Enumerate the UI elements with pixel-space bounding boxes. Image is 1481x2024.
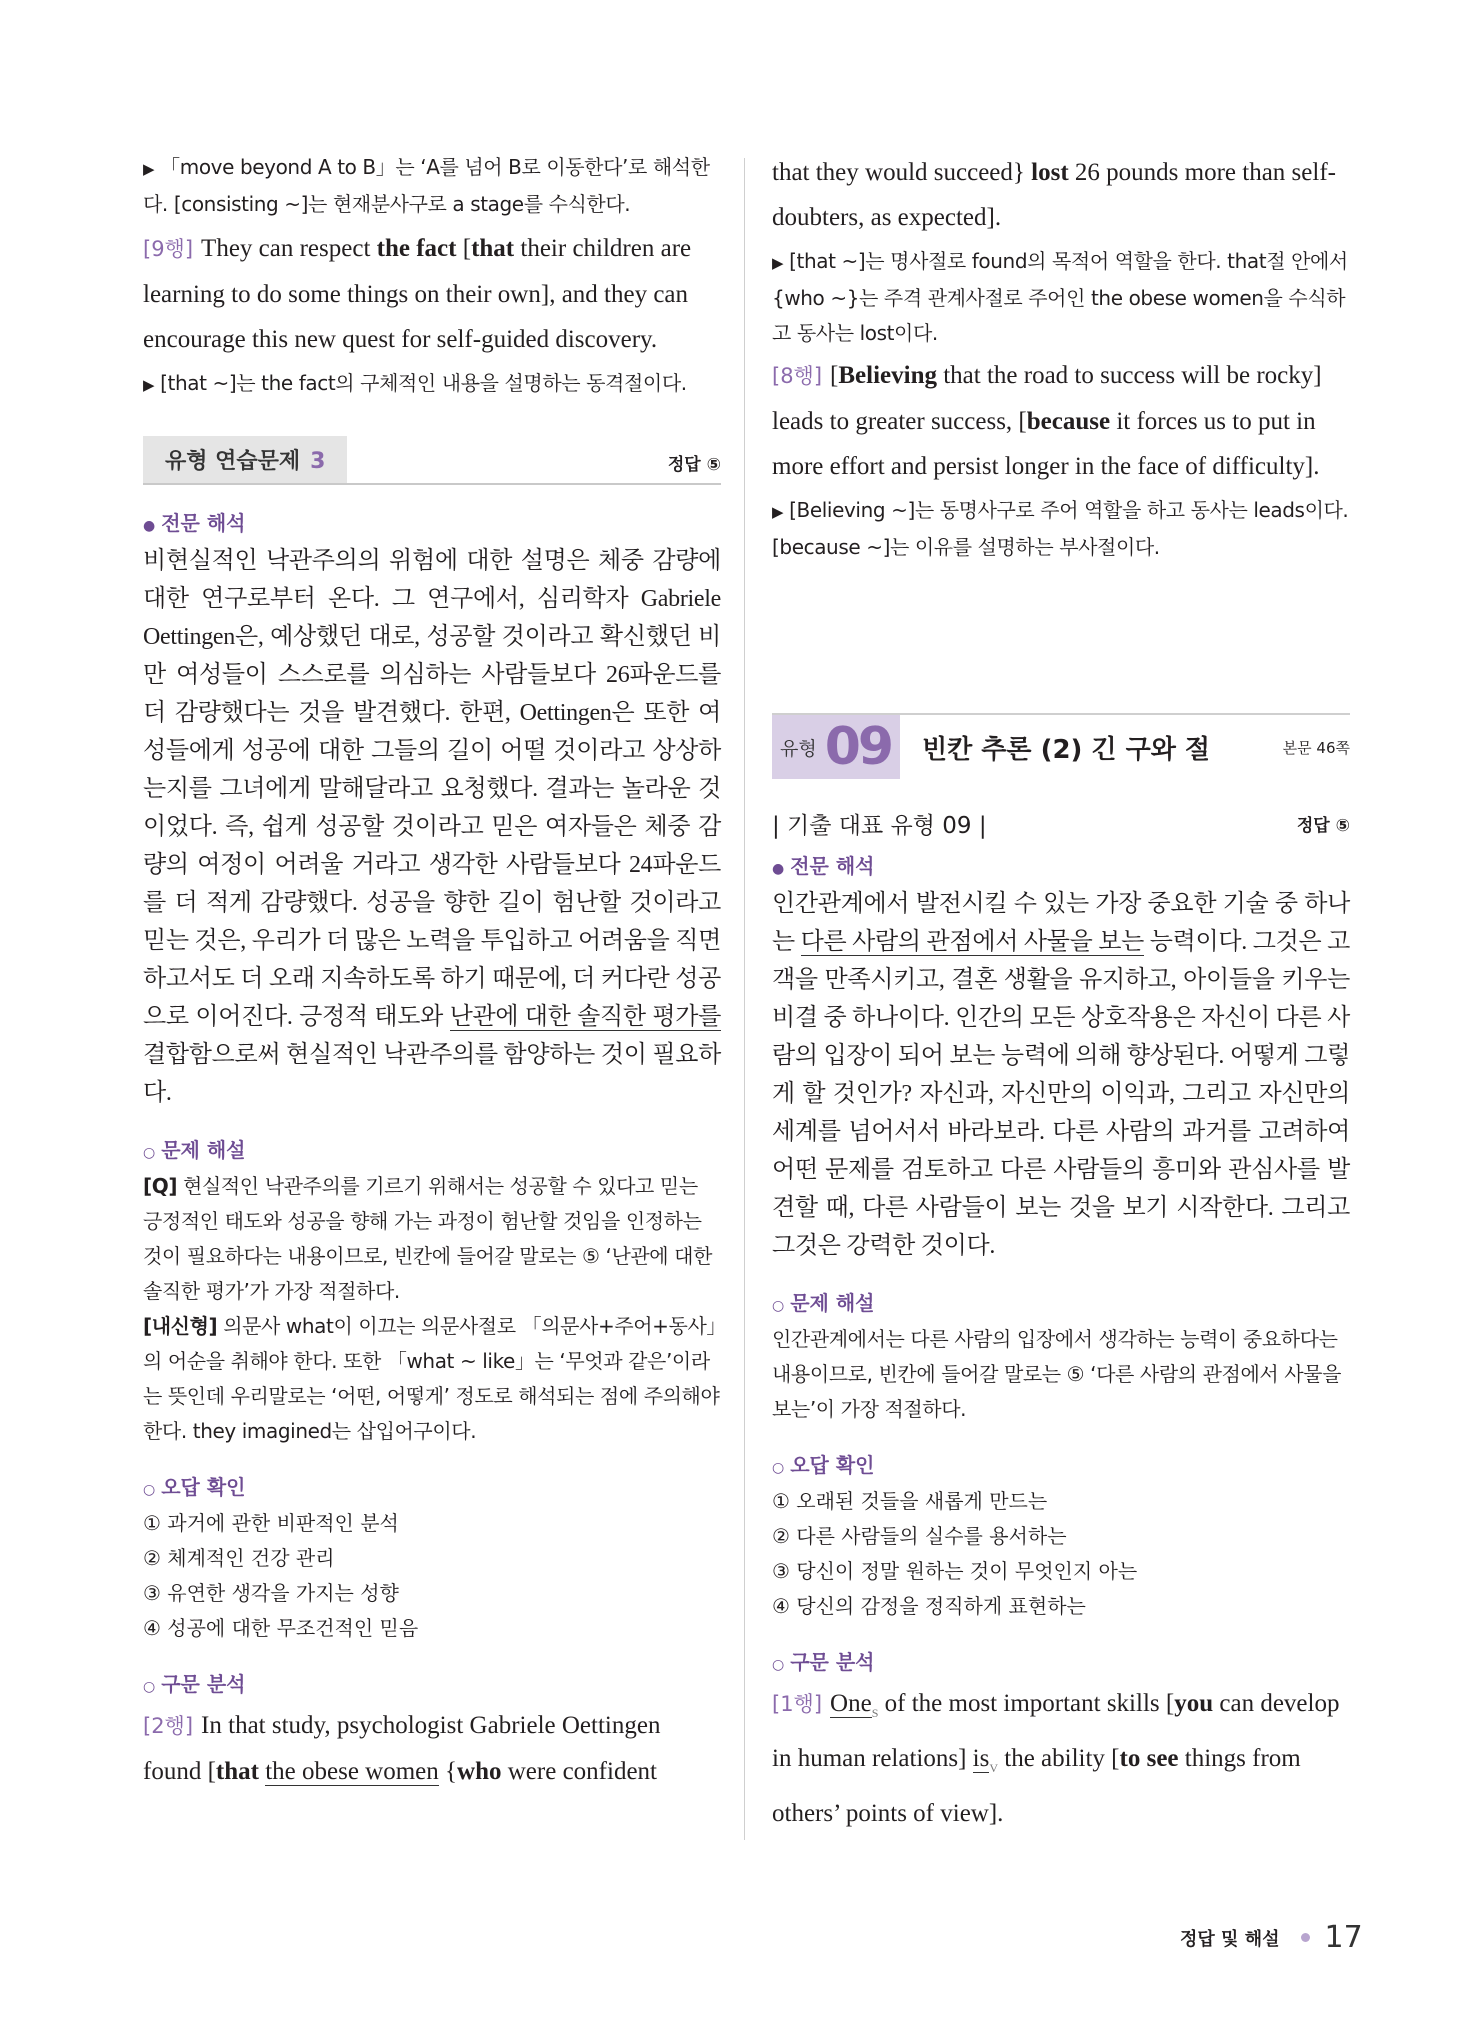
page-footer: [1180, 1920, 1363, 1955]
syntax-line9: [9행] They can respect the fact [that their children are learning to do some things on their own], and they can encourage this new quest for self-guided discovery.: [143, 235, 692, 353]
type-badge: 유형 09: [772, 715, 900, 779]
section-translation: ● 전문 해석: [143, 511, 246, 535]
footer-dot-icon: [1301, 1933, 1310, 1942]
wrong-option: ③ 당신이 정말 원하는 것이 무엇인지 아는: [772, 1559, 1138, 1583]
representative-title: | 기출 대표 유형 09 |: [772, 813, 987, 839]
wrong-option: ① 오래된 것들을 새롭게 만드는: [772, 1489, 1048, 1513]
page-number: 17: [1324, 1920, 1363, 1955]
syntax-line1: [1행] One$_S$ of the most important skills [you can develop in human relations] $is_V$ the ability [to see things from others’ points of view].: [772, 1690, 1340, 1827]
verb-mark: V: [989, 1761, 999, 1775]
translation-text: 비현실적인 낙관주의의 위험에 대한 설명은 체중 감량에 대한 연구로부터 온다. 그 연구에서, 심리학자 Gabriele Oettingen은, 예상했던 대로, 성공할 것이라고 확신했던 비만 여성들이 스스로를 의심하는 사람들보다 26파운드를 더 감량했다는 것을 발견했다. 한편, Oettingen은 또한 여성들에게 성공에 대한 그들의 길이 어떨 것이라고 상상하는지를 그녀에게 말해달라고 요청했다. 결과는 놀라운 것이었다. 즉, 쉽게 성공할 것이라고 믿은 여자들은 체중 감량의 여정이 어려울 거라고 생각한 사람들보다 24파운드를 더 적게 감량했다. 성공을 향한 길이 험난할 것이라고 믿는 것은, 우리가 더 많은 노력을 투입하고 어려움을 직면하고서도 더 오래 지속하도록 하기 때문에, 더 커다란 성공으로 이어진다. 긍정적 태도와 난관에 대한 솔직한 평가를 결합함으로써 현실적인 낙관주의를 함양하는 것이 필요하다.: [143, 548, 721, 1106]
right-column: [772, 150, 1350, 1836]
type-title: 빈칸 추론 (2) 긴 구와 절: [922, 734, 1211, 765]
left-column: [143, 150, 721, 1794]
explain-naesin: [내신형] 의문사 what이 이끄는 의문사절로 「의문사+주어+동사」의 어순을 취해야 한다. 또한 「what ~ like」는 ‘무엇과 같은’이라는 뜻인데 우리말로는 ‘어떤, 어떻게’ 정도로 해석되는 점에 주의해야 한다. they imagined는 삽입어구이다.: [143, 1314, 720, 1443]
syntax-line2: [2행] In that study, psychologist Gabriele Oettingen found [that the obese women {who were confident: [143, 1712, 661, 1785]
wrong-option: ① 과거에 관한 비판적인 분석: [143, 1511, 399, 1535]
section-explain: ○ 문제 해설: [772, 1291, 875, 1315]
wrong-option: ④ 당신의 감정을 정직하게 표현하는: [772, 1594, 1086, 1618]
circle-icon: ○: [143, 1679, 156, 1695]
note-move-beyond: ▶ 「move beyond A to B」는 ‘A를 넘어 B로 이동한다’로 해석한다. [consisting ~]는 현재분사구로 a stage를 수식한다.: [143, 155, 710, 216]
syntax-line8: [8행] [Believing that the road to success will be rocky] leads to greater success, [because it forces us to put in more effort and persist longer in the face of difficulty].: [772, 362, 1322, 480]
section-syntax: ○ 구문 분석: [143, 1672, 246, 1696]
wrong-option: ④ 성공에 대한 무조건적인 믿음: [143, 1616, 419, 1640]
practice-header: [143, 433, 721, 485]
section-wrong: ○ 오답 확인: [143, 1475, 246, 1499]
practice-answer: 정답 ⑤: [667, 455, 721, 475]
circle-icon: ○: [772, 1298, 785, 1314]
practice-title: 유형 연습문제 3: [143, 436, 347, 483]
column-divider: [744, 158, 745, 1840]
circle-icon: ○: [772, 1460, 785, 1476]
triangle-icon: ▶: [143, 160, 155, 178]
circle-icon: ○: [143, 1482, 156, 1498]
representative-header: [772, 807, 1350, 840]
triangle-icon: ▶: [772, 503, 784, 521]
type-page-ref: 본문 46쪽: [1282, 738, 1350, 757]
bullet-icon: ●: [772, 861, 785, 877]
translation-text: 인간관계에서 발전시킬 수 있는 가장 중요한 기술 중 하나는 다른 사람의 관점에서 사물을 보는 능력이다. 그것은 고객을 만족시키고, 결혼 생활을 유지하고, 아이들을 키우는 비결 중 하나이다. 인간의 모든 상호작용은 자신이 다른 사람의 입장이 되어 보는 능력에 의해 향상된다. 어떻게 그렇게 할 것인가? 자신과, 자신만의 이익과, 그리고 자신만의 세계를 넘어서서 바라보라. 다른 사람의 과거를 고려하여 어떤 문제를 검토하고 다른 사람들의 흥미와 관심사를 발견할 때, 다른 사람들이 보는 것을 보기 시작한다. 그리고 그것은 강력한 것이다.: [772, 891, 1351, 1259]
wrong-option: ② 다른 사람들의 실수를 용서하는: [772, 1524, 1067, 1548]
circle-icon: ○: [143, 1145, 156, 1161]
subject-mark: S: [871, 1706, 879, 1720]
triangle-icon: ▶: [772, 254, 784, 272]
bullet-icon: ●: [143, 518, 156, 534]
note-that-noun-clause: ▶ [that ~]는 명사절로 found의 목적어 역할을 한다. that절 안에서 {who ~}는 주격 관계사절로 주어인 the obese women을 수식하고 동사는 lost이다.: [772, 249, 1348, 345]
explain-q: [Q] 현실적인 낙관주의를 기르기 위해서는 성공할 수 있다고 믿는 긍정적인 태도와 성공을 향해 가는 과정이 험난할 것임을 인정하는 것이 필요하다는 내용이므로, 빈칸에 들어갈 말로는 ⑤ ‘난관에 대한 솔직한 평가’가 가장 적절하다.: [143, 1174, 713, 1303]
syntax-line2-continued: that they would succeed} lost 26 pounds more than self-doubters, as expected].: [772, 159, 1336, 231]
circle-icon: ○: [772, 1657, 785, 1673]
section-wrong: ○ 오답 확인: [772, 1453, 875, 1477]
wrong-option: ③ 유연한 생각을 가지는 성향: [143, 1581, 399, 1605]
section-translation: ● 전문 해석: [772, 854, 875, 878]
wrong-option: ② 체계적인 건강 관리: [143, 1546, 335, 1570]
note-that-appositive: ▶ [that ~]는 the fact의 구체적인 내용을 설명하는 동격절이다.: [143, 371, 687, 395]
representative-answer: 정답 ⑤: [1296, 816, 1350, 836]
explain-text: 인간관계에서는 다른 사람의 입장에서 생각하는 능력이 중요하다는 내용이므로, 빈칸에 들어갈 말로는 ⑤ ‘다른 사람의 관점에서 사물을 보는’이 가장 적절하다.: [772, 1327, 1342, 1421]
section-syntax: ○ 구문 분석: [772, 1650, 875, 1674]
triangle-icon: ▶: [143, 376, 155, 394]
type-header: [772, 713, 1350, 779]
footer-label: 정답 및 해설: [1180, 1928, 1280, 1950]
note-believing: ▶ [Believing ~]는 동명사구로 주어 역할을 하고 동사는 leads이다. [because ~]는 이유를 설명하는 부사절이다.: [772, 498, 1349, 559]
section-explain: ○ 문제 해설: [143, 1138, 246, 1162]
